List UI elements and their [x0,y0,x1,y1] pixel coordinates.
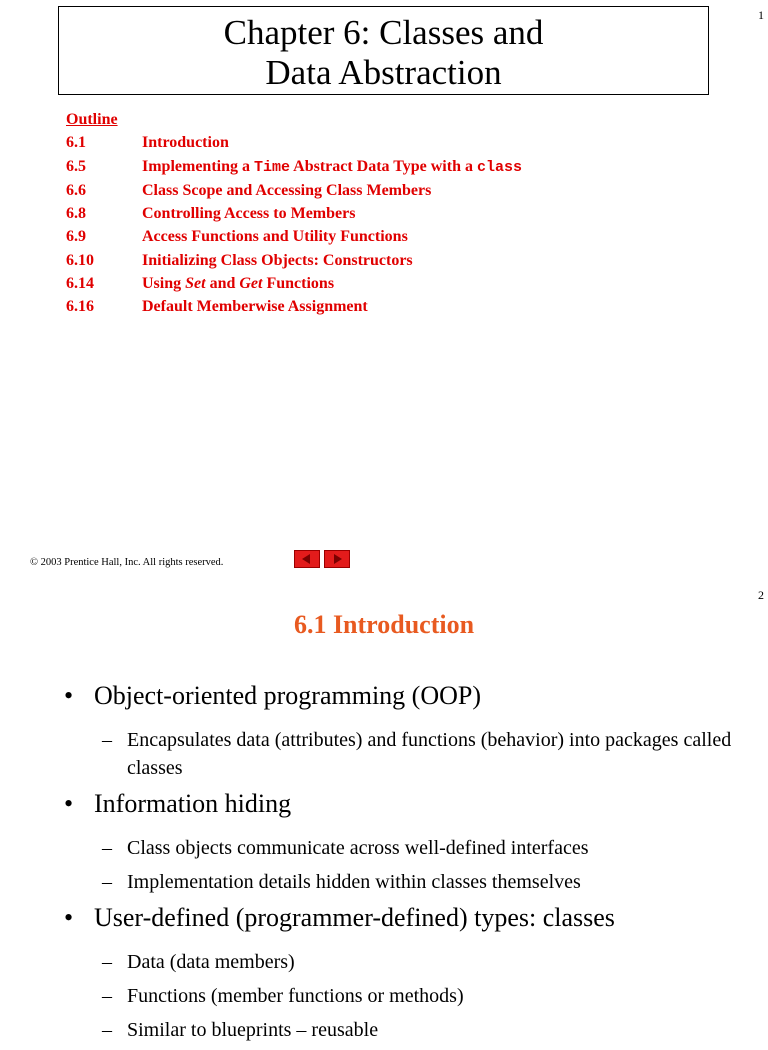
bullet-dot-icon: • [64,903,74,932]
dash-icon: – [102,951,112,973]
outline-item-text: Abstract Data Type with a [290,157,477,175]
outline-item-number: 6.1 [66,134,86,152]
outline-item-label [142,272,334,295]
dash-icon: – [102,985,112,1007]
outline-item[interactable] [66,225,706,248]
outline-item[interactable] [66,249,706,272]
bullet-dot-icon: • [64,681,74,710]
dash-icon: – [102,837,112,859]
outline-item[interactable] [66,179,706,202]
sub-bullet-text: Class objects communicate across well-defined interfaces [127,837,589,859]
sub-bullet-text: Implementation details hidden within classes themselves [127,871,581,893]
dash-icon: – [102,871,112,893]
bullet-item [64,902,744,934]
outline-item-text: Using [142,275,186,293]
sub-bullet-text: Data (data members) [127,951,295,973]
outline-item-text: Set [185,275,206,293]
bullet-list [64,680,744,1050]
outline-item-number: 6.14 [66,275,94,293]
outline-item-text: Get [239,275,263,293]
outline-item[interactable] [66,155,706,179]
outline-item[interactable] [66,202,706,225]
outline-item-text: Introduction [142,134,229,152]
bullet-item [64,788,744,820]
outline-item-text: class [476,158,522,176]
chapter-title [58,6,709,95]
outline [66,108,706,319]
outline-item-text: Default Memberwise Assignment [142,298,368,316]
sub-bullet-item [64,982,744,1010]
outline-item-label [142,202,355,225]
sub-bullet-item [64,1016,744,1044]
outline-item-label [142,155,522,179]
outline-item-number: 6.10 [66,251,94,269]
outline-item-text: Implementing a [142,157,254,175]
bullet-text: Information hiding [94,789,292,818]
bullet-item [64,680,744,712]
sub-bullet-text: Similar to blueprints – reusable [127,1019,379,1041]
sub-bullet-item [64,948,744,976]
outline-item-label [142,295,368,318]
outline-item-text: Initializing Class Objects: Constructors [142,251,413,269]
outline-item-number: 6.8 [66,205,86,223]
outline-item-text: Time [254,158,291,176]
outline-item[interactable] [66,295,706,318]
outline-item-text: and [205,275,240,293]
slide-1 [0,0,768,512]
outline-item-label [142,225,408,248]
page-number: 2 [758,588,764,602]
previous-slide-button[interactable] [294,550,320,568]
dash-icon: – [102,1019,112,1041]
bullet-dot-icon: • [64,789,74,818]
sub-bullet-item [64,834,744,862]
outline-item-text: Class Scope and Accessing Class Members [142,181,432,199]
outline-item-label [142,249,413,272]
next-slide-button[interactable] [324,550,350,568]
sub-bullet-item [64,868,744,896]
outline-item-number: 6.16 [66,298,94,316]
outline-item-number: 6.9 [66,228,86,246]
outline-item-label [142,179,431,202]
chapter-title-line-1: Chapter 6: Classes and [223,13,544,52]
chapter-title-line-2: Data Abstraction [265,53,502,92]
triangle-right-icon [325,551,349,567]
outline-item-label [142,131,229,154]
copyright-notice: © 2003 Prentice Hall, Inc. All rights reserved. [30,557,224,568]
page-number: 1 [758,8,764,22]
outline-item[interactable] [66,131,706,154]
outline-item-text: Access Functions and Utility Functions [142,228,408,246]
sub-bullet-text: Functions (member functions or methods) [127,985,464,1007]
dash-icon: – [102,729,112,751]
triangle-left-icon [295,551,319,567]
outline-item-number: 6.5 [66,157,86,175]
outline-heading: Outline [66,111,118,128]
slide-2 [0,580,768,1041]
bullet-text: Object-oriented programming (OOP) [94,681,482,710]
sub-bullet-text: Encapsulates data (attributes) and functions (behavior) into packages called classes [127,729,732,779]
outline-item-number: 6.6 [66,181,86,199]
bullet-text: User-defined (programmer-defined) types: classes [94,903,615,932]
outline-item-text: Functions [262,275,335,293]
section-title: 6.1 Introduction [293,610,475,639]
outline-item[interactable] [66,272,706,295]
sub-bullet-item [64,726,744,782]
outline-list [66,131,706,318]
outline-item-text: Controlling Access to Members [142,205,356,223]
